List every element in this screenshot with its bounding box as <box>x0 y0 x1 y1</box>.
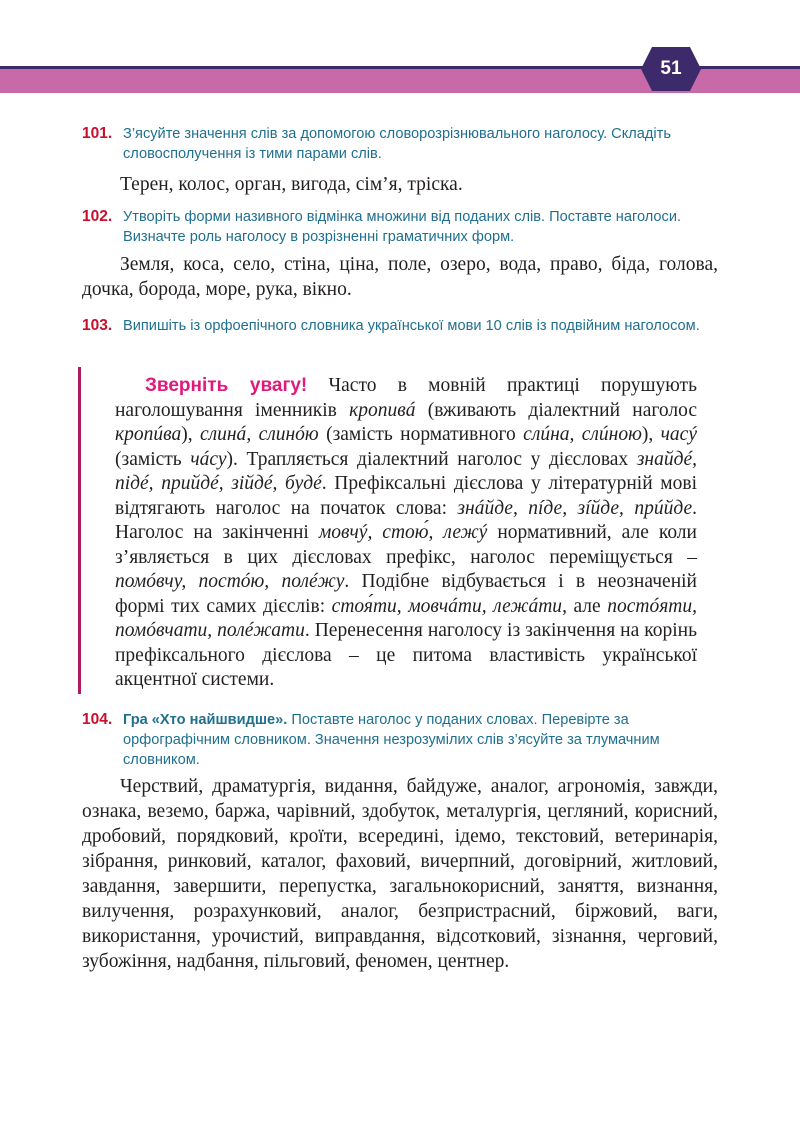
task-number: 102. <box>82 208 113 225</box>
note-example: мовчý, стою́, лежý <box>318 522 488 543</box>
note-text: , <box>246 424 259 445</box>
note-example: часý <box>660 424 697 445</box>
note-text: . Перенесення наголосу із закінчення на корінь префіксального дієслова – це питома властивість української акцентної системи. <box>115 620 698 690</box>
game-title: Гра «Хто найшвидше». <box>123 712 288 728</box>
note-example: кропúва <box>115 424 182 445</box>
note-example: слинóю <box>258 424 319 445</box>
task-102 <box>82 207 722 247</box>
page-number: 51 <box>660 58 682 79</box>
note-text: . Подібне відбувається і в неозначеній формі тих самих дієслів: <box>115 571 697 617</box>
note-text: . Префіксальні дієслова у літературній мові відтягають наголос на початок слова: <box>115 473 697 519</box>
task-102-words: Земля, коса, село, стіна, ціна, поле, озеро, вода, право, біда, голова, дочка, борода, море, рука, вікно. <box>82 254 718 300</box>
task-101 <box>82 124 722 164</box>
note-example: слúна, слúною <box>523 424 642 445</box>
note-text: ), <box>641 424 661 445</box>
note-example: слинá <box>199 424 247 445</box>
note-example: помóвчу, постóю, полéжу <box>115 571 345 592</box>
task-instruction: Утворіть форми називного відмінка множини від поданих слів. Поставте наголоси. Визначте роль наголосу в розрізненні граматичних форм. <box>123 209 682 245</box>
note-text: , але <box>562 595 608 617</box>
task-instruction-text: Поставте наголос у поданих словах. Перевірте за орфографічним словником. Значення незрозумілих слів з’ясуйте за тлумачним словником. <box>123 712 660 768</box>
note-text: Часто в мовній практиці порушують наголошування іменників <box>115 375 697 421</box>
task-number: 104. <box>82 711 113 728</box>
note-text: нормативний, але коли з’являється в цих дієсловах префікс, наголос переміщується – <box>115 522 697 568</box>
note-example: стоя́ти, мовчáти, лежáти <box>331 595 563 617</box>
task-instruction: З’ясуйте значення слів за допомогою словорозрізнювального наголосу. Складіть словосполучення із тими парами слів. <box>123 126 671 162</box>
task-instruction: Випишіть із орфоепічного словника української мови 10 слів із подвійним наголосом. <box>123 318 700 334</box>
note-text: (замість нормативного <box>318 424 524 445</box>
note-text: ), <box>181 424 200 445</box>
note-text: (вживають діалектний наголос <box>415 399 697 421</box>
task-104-words: Черствий, драматургія, видання, байдуже, аналог, агрономія, завжди, ознака, веземо, баржа, чарівний, здобуток, металургія, цегляний, корисний, дробовий, порядковий, кроїти, всередині, ідемо, текстовий, ветеринарія, зібрання, ринковий, каталог, фаховий, вичерпний, договірний, житловий, завдання, завершити, перепустка, загальнокорисний, заняття, визнання, вилучення, розрахунковий, аналог, безпристрасний, біржовий, ваги, використання, урочистий, виправдання, відсотковий, зізнання, черговий, зубожіння, надбання, пільговий, феномен, центнер. <box>82 776 718 972</box>
page-badge <box>640 46 702 92</box>
note-example: постóяти, помóвчати, полéжати <box>115 595 697 641</box>
task-number: 101. <box>82 125 113 142</box>
note-accent-bar <box>78 367 81 694</box>
task-103 <box>82 316 722 336</box>
note-example: знáйде, пíде, зíйде, прúйде <box>457 497 693 519</box>
task-instruction <box>123 710 722 770</box>
note-text: . Наголос на закінченні <box>115 497 697 543</box>
note-example: кропивá <box>349 399 416 421</box>
note-block <box>115 374 697 693</box>
note-text: ). Трапляється діалектний наголос у дієсловах <box>226 448 637 470</box>
note-example: чáсу <box>190 448 227 470</box>
note-example: знайдé, підé, прийдé, зійдé, будé <box>115 448 697 494</box>
note-heading: Зверніть увагу! <box>145 375 308 396</box>
task-number: 103. <box>82 317 113 334</box>
task-104 <box>82 710 722 770</box>
task-101-words: Терен, колос, орган, вигода, сім’я, тріска. <box>120 174 463 195</box>
note-text: (замість <box>115 448 191 470</box>
